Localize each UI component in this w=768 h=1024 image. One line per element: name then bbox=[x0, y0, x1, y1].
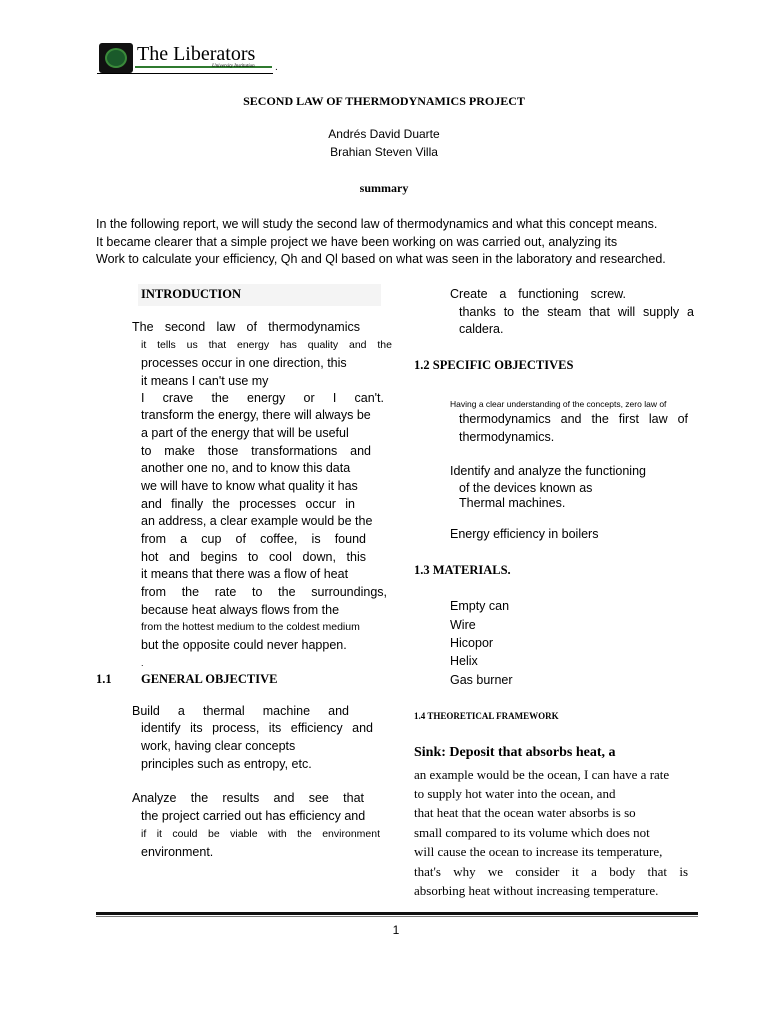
summary-line: It became clearer that a simple project we have been working on was carried out, analyzing its bbox=[96, 235, 618, 249]
specific-item-line: thermodynamics and the first law of bbox=[459, 412, 688, 426]
top-item-line: caldera. bbox=[459, 322, 504, 336]
general-item-line: work, having clear concepts bbox=[141, 739, 296, 753]
intro-line: but the opposite could never happen. bbox=[141, 638, 347, 652]
intro-line: I crave the energy or I can't. bbox=[141, 391, 384, 405]
framework-line: an example would be the ocean, I can have a rate bbox=[414, 767, 670, 782]
intro-line: . bbox=[141, 658, 144, 668]
specific-item-line: Having a clear understanding of the concepts, zero law of bbox=[450, 399, 667, 409]
seal-logo-icon bbox=[99, 43, 133, 73]
material-item: Gas burner bbox=[450, 673, 513, 687]
intro-line: a part of the energy that will be useful bbox=[141, 426, 349, 440]
intro-line: it tells us that energy has quality and the bbox=[141, 339, 392, 351]
general-item-line: identify its process, its efficiency and bbox=[141, 721, 373, 735]
intro-line: transform the energy, there will always be bbox=[141, 408, 371, 422]
logo-subtitle: University Institution bbox=[212, 64, 255, 69]
material-item: Empty can bbox=[450, 599, 510, 613]
framework-line: to supply hot water into the ocean, and bbox=[414, 786, 616, 801]
general-item-line: the project carried out has efficiency and bbox=[141, 809, 366, 823]
intro-line: it means that there was a flow of heat bbox=[141, 567, 349, 581]
intro-line: from the hottest medium to the coldest medium bbox=[141, 621, 360, 633]
logo-brand: The Liberators bbox=[137, 43, 256, 65]
specific-objectives-heading: 1.2 SPECIFIC OBJECTIVES bbox=[414, 358, 574, 372]
framework-line: that heat that the ocean water absorbs is so bbox=[414, 805, 636, 820]
framework-line: absorbing heat without increasing temperature. bbox=[414, 883, 659, 898]
logo-dot: . bbox=[275, 62, 278, 73]
logo bbox=[97, 42, 275, 74]
top-item-line: thanks to the steam that will supply a bbox=[459, 305, 694, 319]
specific-item-line: thermodynamics. bbox=[459, 430, 555, 444]
document-title: SECOND LAW OF THERMODYNAMICS PROJECT bbox=[243, 94, 525, 108]
intro-line: from the rate to the surroundings, bbox=[141, 585, 387, 599]
page-number: 1 bbox=[392, 923, 400, 937]
framework-line: small compared to its volume which does not bbox=[414, 825, 650, 840]
intro-heading: INTRODUCTION bbox=[141, 287, 242, 301]
framework-line: that's why we consider it a body that is bbox=[414, 864, 688, 879]
framework-bold-line: Sink: Deposit that absorbs heat, a bbox=[414, 745, 616, 760]
top-item-line: Create a functioning screw. bbox=[450, 287, 626, 301]
general-objective-heading: GENERAL OBJECTIVE bbox=[141, 672, 278, 686]
intro-line: because heat always flows from the bbox=[141, 603, 340, 617]
summary-heading: summary bbox=[359, 181, 409, 195]
intro-line: The second law of thermodynamics bbox=[132, 320, 360, 334]
specific-item-line: Thermal machines. bbox=[459, 496, 566, 510]
material-item: Hicopor bbox=[450, 636, 494, 650]
author-1: Andrés David Duarte bbox=[328, 127, 440, 141]
framework-line: will cause the ocean to increase its temperature, bbox=[414, 844, 663, 859]
materials-heading: 1.3 MATERIALS. bbox=[414, 563, 511, 577]
theoretical-framework-heading: 1.4 THEORETICAL FRAMEWORK bbox=[414, 711, 559, 721]
footer-rule-thin bbox=[96, 916, 698, 917]
intro-line: from a cup of coffee, is found bbox=[141, 532, 366, 546]
specific-item-line: Identify and analyze the functioning bbox=[450, 464, 646, 478]
specific-item-line: Energy efficiency in boilers bbox=[450, 527, 599, 541]
summary-line: In the following report, we will study the second law of thermodynamics and what this concept means. bbox=[96, 217, 658, 231]
intro-line: it means I can't use my bbox=[141, 374, 269, 388]
general-item-line: Build a thermal machine and bbox=[132, 704, 349, 718]
intro-line: to make those transformations and bbox=[141, 444, 371, 458]
material-item: Helix bbox=[450, 654, 478, 668]
footer-rule bbox=[96, 912, 698, 915]
logo-underline bbox=[97, 73, 273, 74]
material-item: Wire bbox=[450, 618, 476, 632]
intro-line: we will have to know what quality it has bbox=[141, 479, 358, 493]
intro-line: processes occur in one direction, this bbox=[141, 356, 347, 370]
general-item-line: if it could be viable with the environment bbox=[141, 828, 380, 840]
general-item-line: environment. bbox=[141, 845, 214, 859]
general-objective-number: 1.1 bbox=[96, 672, 112, 686]
intro-line: hot and begins to cool down, this bbox=[141, 550, 366, 564]
specific-item-line: of the devices known as bbox=[459, 481, 593, 495]
general-item-line: Analyze the results and see that bbox=[132, 791, 364, 805]
summary-line: Work to calculate your efficiency, Qh and Ql based on what was seen in the laboratory and researched. bbox=[96, 252, 666, 266]
author-2: Brahian Steven Villa bbox=[330, 145, 438, 159]
intro-line: an address, a clear example would be the bbox=[141, 514, 373, 528]
general-item-line: principles such as entropy, etc. bbox=[141, 757, 312, 771]
intro-line: and finally the processes occur in bbox=[141, 497, 355, 511]
intro-line: another one no, and to know this data bbox=[141, 461, 351, 475]
